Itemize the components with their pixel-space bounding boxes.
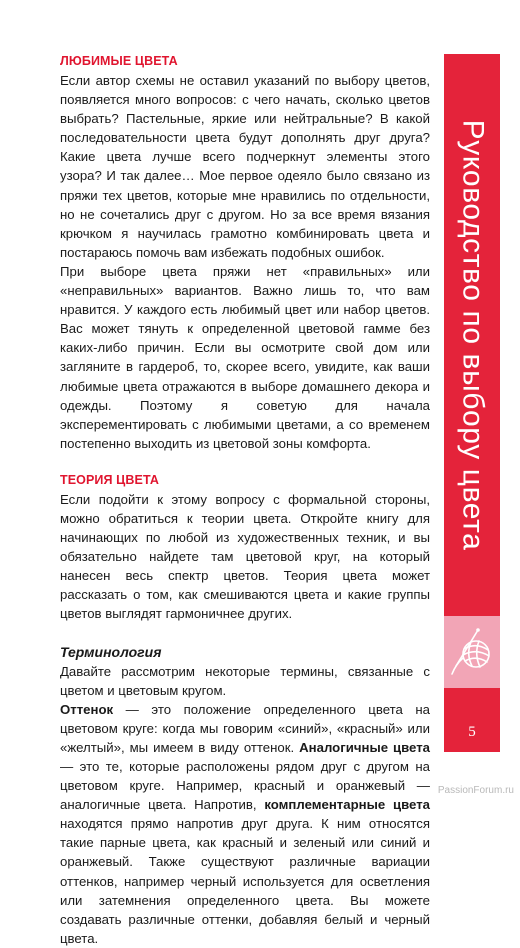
main-text-column xyxy=(60,52,430,948)
page-number: 5 xyxy=(468,724,476,740)
chapter-title: Руководство по выбору цвета xyxy=(456,119,490,551)
term-analogous-text: — это те, которые расположены рядом друг с другом на цветовом круге. Например, красный и оранжевый — аналогичные цвета. Напротив, xyxy=(60,759,430,813)
term-complementary-text: находятся прямо напротив друг друга. К ним относятся такие парные цвета, как красный и зеленый или синий и оранжевый. Также существуют различные вариации оттенков, например черный используется для осветления или затемнения определенного цвета. Вы можете создавать различные оттенки, добавляя белый и черный цвета. xyxy=(60,816,430,946)
sidebar-title-wrap xyxy=(444,54,500,616)
term-shade-text: — это положение определенного цвета на цветовом круге: когда мы говорим «синий», «красный» или «желтый», мы имеем в виду оттенок. xyxy=(60,701,430,755)
yarn-icon-box xyxy=(444,616,500,688)
chapter-sidebar xyxy=(444,54,500,752)
terminology-subheading: Терминология xyxy=(60,643,162,660)
term-shade: Оттенок xyxy=(60,701,114,717)
yarn-ball-icon xyxy=(444,616,500,688)
section-heading-favorite-colors: ЛЮБИМЫЕ ЦВЕТА xyxy=(60,54,178,68)
term-analogous: Аналогичные цвета xyxy=(299,739,430,755)
terminology-intro: Давайте рассмотрим некоторые термины, связанные с цветом и цветовым кругом. xyxy=(60,663,430,698)
terminology-definitions xyxy=(60,700,430,948)
favorite-paragraph-1: Если автор схемы не оставил указаний по выбору цветов, появляется много вопросов: с чего начать, сколько цветов выбрать? Пастельные, яркие или нейтральные? В какой последовательности цвета будут дополнять друг друга? Какие цвета лучше всего подчеркнут элементы этого узора? И так далее… Мое первое одеяло было связано из пряжи тех цветов, которые мне нравились по отдельности, но не сочетались друг с другом. Но за все время вязания крючком я научилась грамотно комбинировать цвета и постараюсь помочь вам избежать подобных ошибок. xyxy=(60,73,430,260)
site-watermark: PassionForum.ru xyxy=(437,785,514,796)
favorite-paragraph-2: При выборе цвета пряжи нет «правильных» или «неправильных» вариантов. Важно лишь то, что вам нравится. У каждого есть любимый цвет или набор цветов. Вас может тянуть к определенной цветовой гамме без каких-либо причин. Если вы осмотрите свой дом или загляните в гардероб, то, скорее всего, увидите, как ваши любимые цвета отражаются в выборе домашнего декора и одежды. Поэтому я советую для начала эксперементировать с любимыми цветами, а со временем постепенно выходить из цветовой зоны комфорта. xyxy=(60,263,430,451)
term-complementary: комплементарные цвета xyxy=(264,797,430,813)
theory-paragraph: Если подойти к этому вопросу с формальной стороны, можно обратиться к теории цвета. Откройте книгу для начинающих по любой из художественных техник, и вы обязательно найдете там цветовой круг, на который нанесен весь спектр цветов. Теория цвета может рассказать о том, как смешиваются цвета и какие группы цветов выглядят гармоничнее других. xyxy=(60,491,430,622)
section-heading-color-theory: ТЕОРИЯ ЦВЕТА xyxy=(60,472,160,487)
